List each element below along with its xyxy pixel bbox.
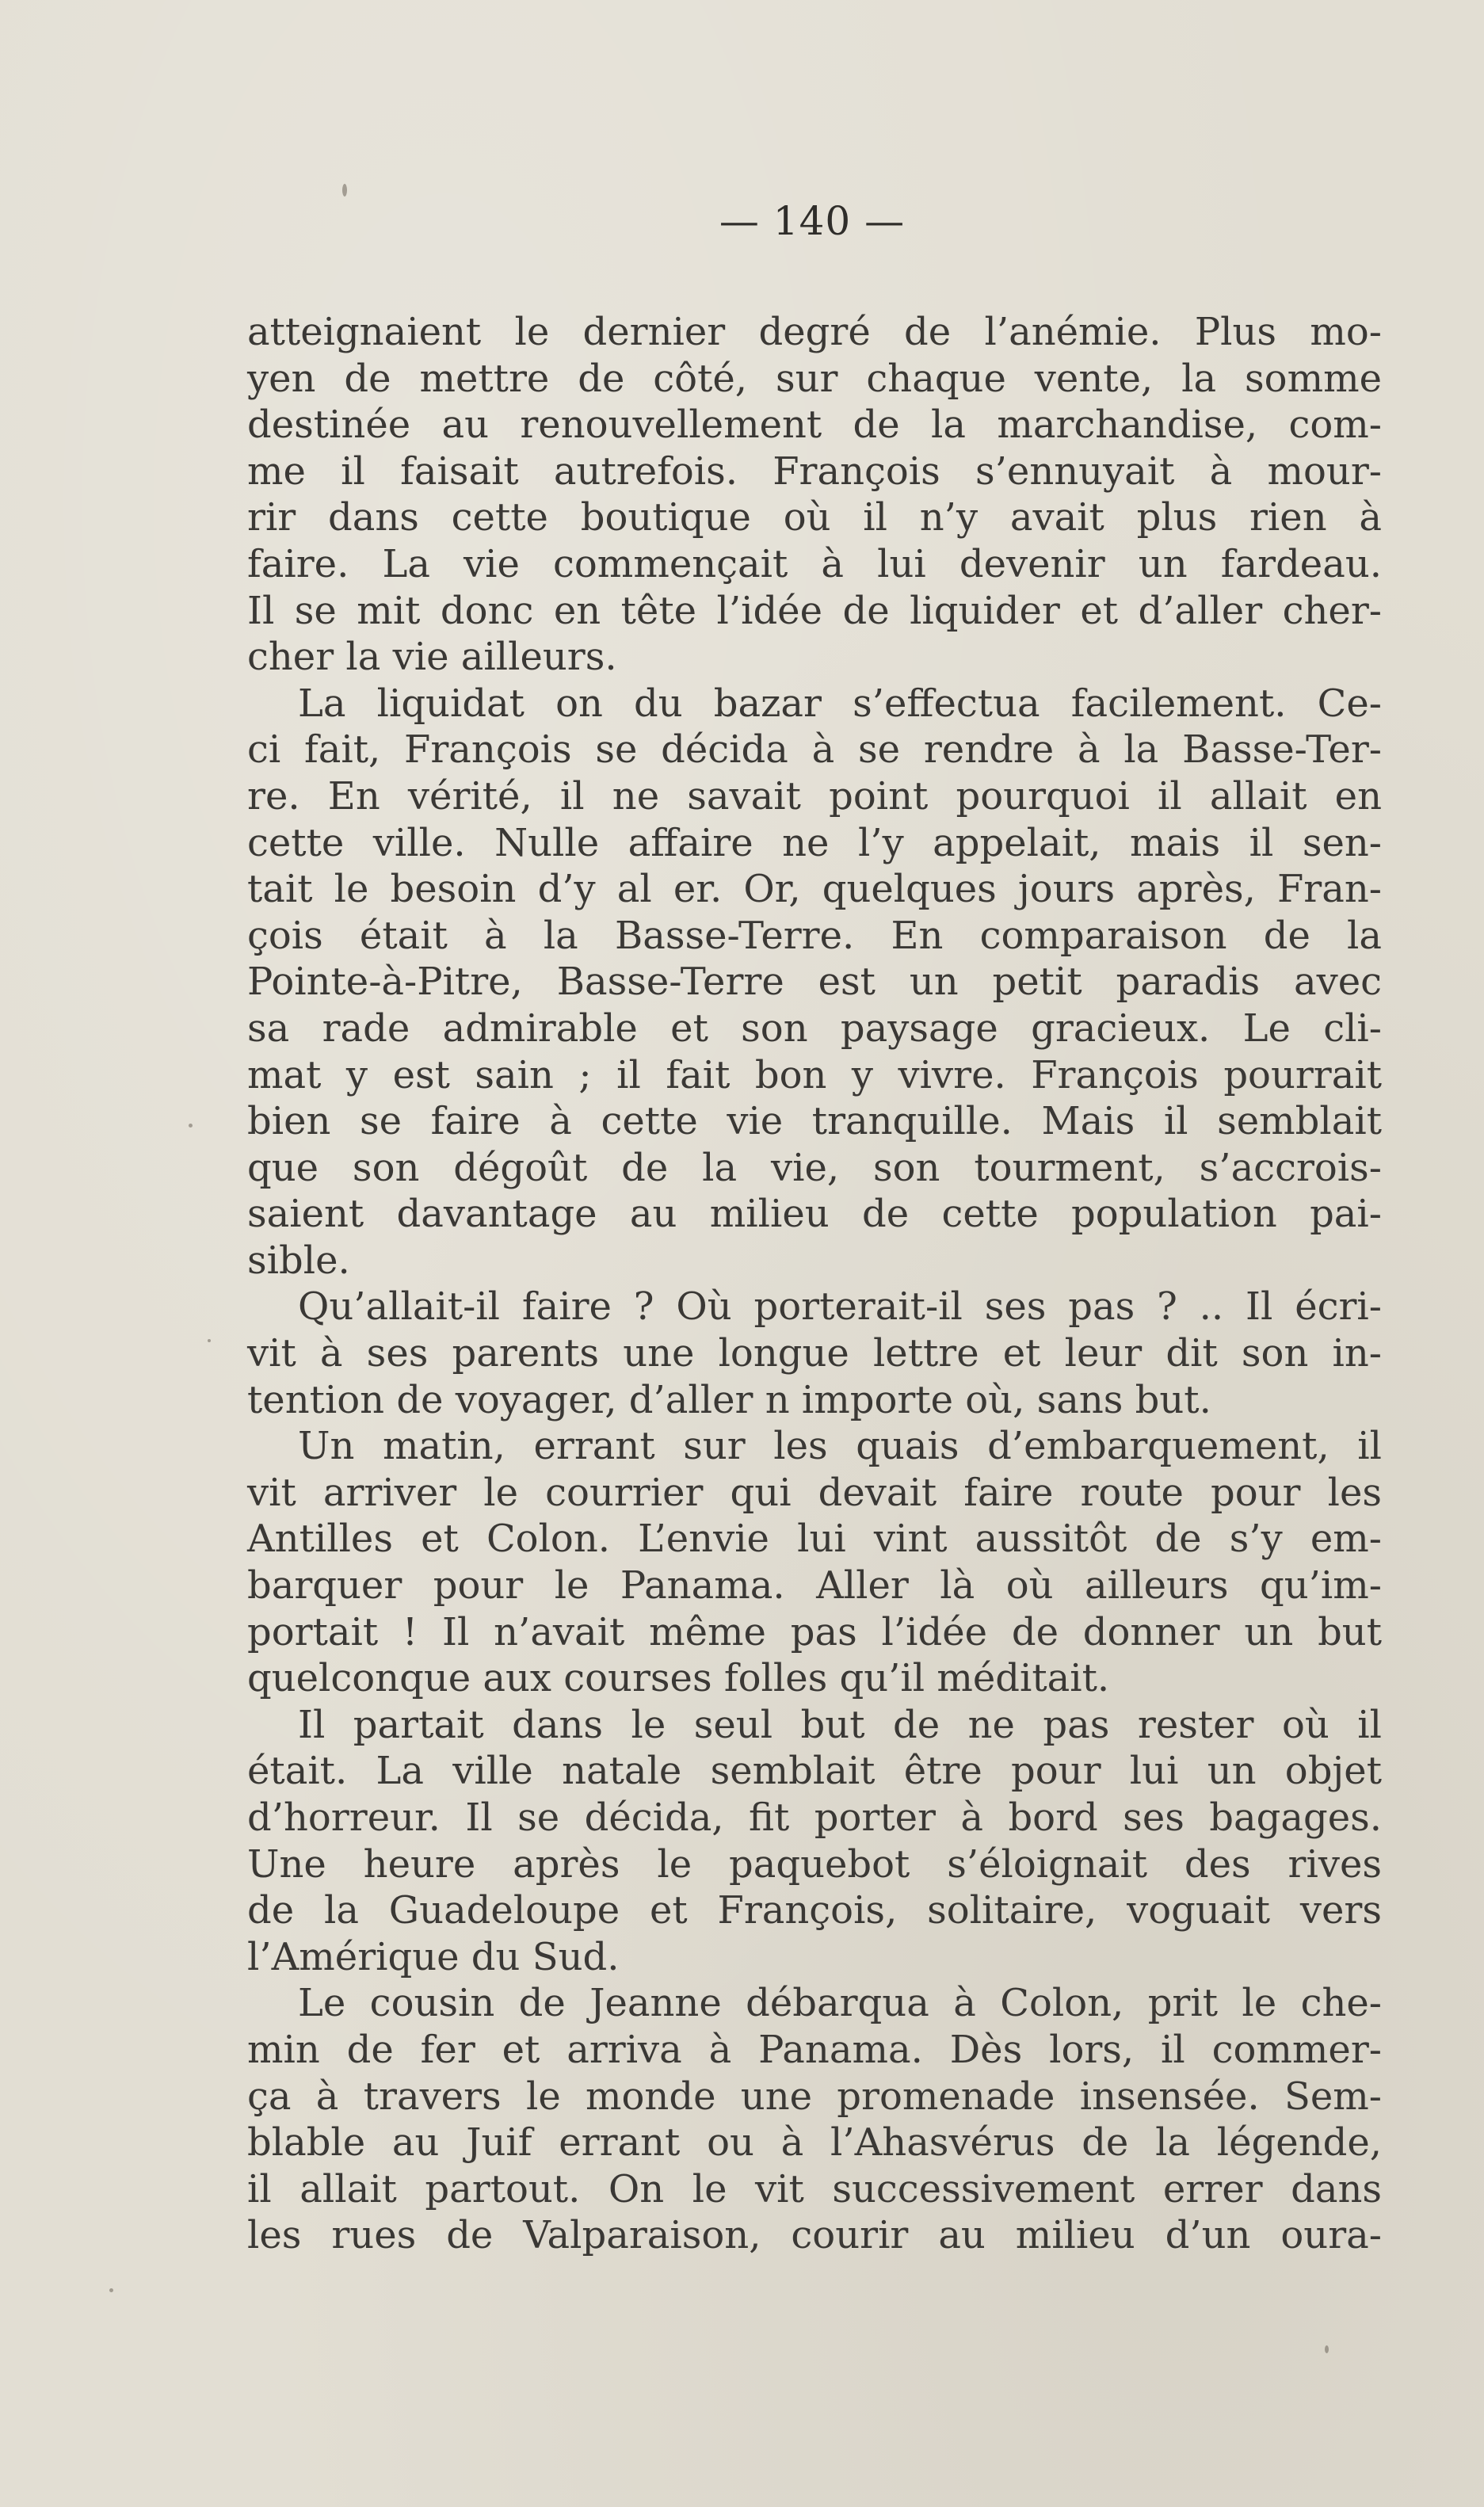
text-line: mat y est sain ; il fait bon y vivre. François pourrait bbox=[247, 1052, 1382, 1097]
text-line: il allait partout. On le vit successivement errer dans bbox=[247, 2166, 1382, 2211]
paper-speck bbox=[208, 1339, 211, 1342]
paper-speck bbox=[1325, 2345, 1329, 2353]
text-line: yen de mettre de côté, sur chaque vente, la somme bbox=[247, 356, 1382, 401]
text-line: re. En vérité, il ne savait point pourquoi il allait en bbox=[247, 773, 1382, 818]
text-line: vit à ses parents une longue lettre et leur dit son in- bbox=[247, 1331, 1382, 1376]
text-line: atteignaient le dernier degré de l’anémie. Plus mo- bbox=[247, 310, 1382, 354]
text-line: portait ! Il n’avait même pas l’idée de donner un but bbox=[247, 1609, 1382, 1654]
text-line: quelconque aux courses folles qu’il méditait. bbox=[247, 1656, 1110, 1701]
text-line: Pointe-à-Pitre, Basse-Terre est un petit paradis avec bbox=[247, 960, 1382, 1005]
paragraph-start-line: Il partait dans le seul but de ne pas rester où il bbox=[298, 1702, 1382, 1747]
text-line: Il se mit donc en tête l’idée de liquider et d’aller cher- bbox=[247, 588, 1382, 633]
text-line: sible. bbox=[247, 1238, 350, 1283]
text-line: rir dans cette boutique où il n’y avait plus rien à bbox=[247, 495, 1382, 540]
paragraph-start-line: Un matin, errant sur les quais d’embarquement, il bbox=[298, 1424, 1382, 1469]
text-line: cette ville. Nulle affaire ne l’y appelait, mais il sen- bbox=[247, 820, 1382, 865]
text-line: bien se faire à cette vie tranquille. Mais il semblait bbox=[247, 1099, 1382, 1144]
text-line: çois était à la Basse-Terre. En comparaison de la bbox=[247, 913, 1382, 958]
text-line: cher la vie ailleurs. bbox=[247, 635, 617, 680]
paragraph-start-line: Qu’allait-il faire ? Où porterait-il ses pas ? .. Il écri- bbox=[298, 1284, 1382, 1330]
text-line: blable au Juif errant ou à l’Ahasvérus de la légende, bbox=[247, 2120, 1382, 2165]
text-line: barquer pour le Panama. Aller là où ailleurs qu’im- bbox=[247, 1563, 1382, 1608]
text-line: l’Amérique du Sud. bbox=[247, 1934, 620, 1979]
text-line: ci fait, François se décida à se rendre à la Basse-Ter- bbox=[247, 727, 1382, 773]
paper-speck bbox=[189, 1124, 193, 1128]
text-line: vit arriver le courrier qui devait faire route pour les bbox=[247, 1470, 1382, 1515]
paper-speck bbox=[342, 184, 347, 197]
text-line: était. La ville natale semblait être pour lui un objet bbox=[247, 1749, 1382, 1794]
text-line: tention de voyager, d’aller n importe où, sans but. bbox=[247, 1377, 1211, 1422]
text-line: de la Guadeloupe et François, solitaire, voguait vers bbox=[247, 1888, 1382, 1933]
paragraph-start-line: Le cousin de Jeanne débarqua à Colon, prit le che- bbox=[298, 1981, 1382, 2026]
text-line: d’horreur. Il se décida, fit porter à bord ses bagages. bbox=[247, 1795, 1382, 1840]
text-line: min de fer et arriva à Panama. Dès lors, il commer- bbox=[247, 2027, 1382, 2072]
paper-speck bbox=[109, 2288, 113, 2292]
text-line: saient davantage au milieu de cette population pai- bbox=[247, 1192, 1382, 1237]
page-number: — 140 — bbox=[719, 198, 906, 244]
text-line: Antilles et Colon. L’envie lui vint aussitôt de s’y em- bbox=[247, 1517, 1382, 1562]
text-line: destinée au renouvellement de la marchandise, com- bbox=[247, 403, 1382, 448]
body-text bbox=[247, 309, 1382, 2259]
text-line: les rues de Valparaison, courir au milieu d’un oura- bbox=[247, 2213, 1382, 2258]
text-line: tait le besoin d’y al er. Or, quelques jours après, Fran- bbox=[247, 867, 1382, 912]
text-line: faire. La vie commençait à lui devenir un fardeau. bbox=[247, 541, 1382, 586]
text-line: sa rade admirable et son paysage gracieux. Le cli- bbox=[247, 1005, 1382, 1051]
paragraph-start-line: La liquidat on du bazar s’effectua facilement. Ce- bbox=[298, 681, 1382, 726]
text-line: ça à travers le monde une promenade insensée. Sem- bbox=[247, 2074, 1382, 2119]
text-line: que son dégoût de la vie, son tourment, s’accrois- bbox=[247, 1145, 1382, 1190]
text-line: me il faisait autrefois. François s’ennuyait à mour- bbox=[247, 448, 1382, 494]
text-line: Une heure après le paquebot s’éloignait des rives bbox=[247, 1841, 1382, 1887]
